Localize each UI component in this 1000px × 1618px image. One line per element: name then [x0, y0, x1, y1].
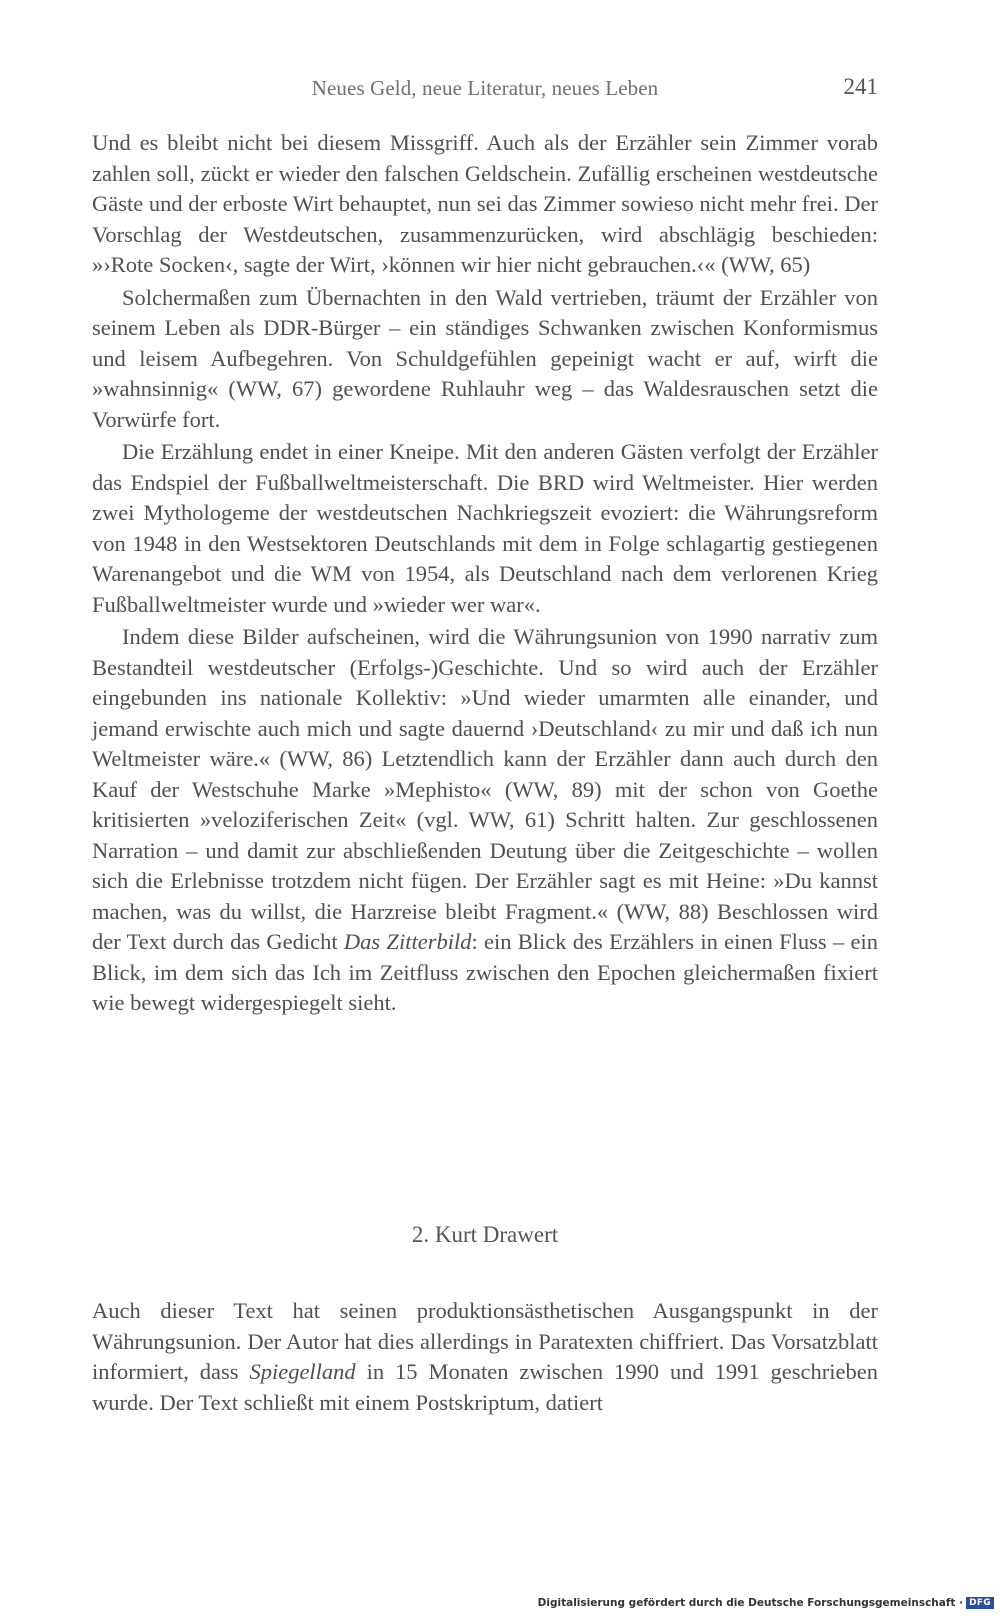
paragraph [92, 1296, 878, 1418]
book-page [92, 0, 878, 1618]
text-run: Und es bleibt nicht bei diesem Missgriff. Auch als der Erzähler sein Zimmer vorab zahlen soll, zückt er wieder den falschen Geldschein. Zufällig erscheinen westdeutsche Gäste und der erboste Wirt behauptet, nun sei das Zimmer sowieso nicht mehr frei. Der Vorschlag der Westdeutschen, zusammenzurücken, wird abschlägig beschieden: »›Rote Socken‹, sagte der Wirt, ›können wir hier nicht gebrauchen.‹« (WW, 65) [92, 130, 878, 277]
body-text [92, 128, 878, 1019]
text-run: Indem diese Bilder aufscheinen, wird die Währungsunion von 1990 narrativ zum Bestandteil westdeutscher (Erfolgs-)Geschichte. Und so wird auch der Erzähler eingebunden ins nationale Kollektiv: »Und wieder umarmten alle einander, und jemand erwischte auch mich und sagte dauernd ›Deutschland‹ zu mir und daß ich nun Weltmeister wäre.« (WW, 86) Letztendlich kann der Erzähler dann auch durch den Kauf der Westschuhe Marke »Mephisto« (WW, 89) mit der schon von Goethe kritisierten »veloziferischen Zeit« (vgl. WW, 61) Schritt halten. Zur geschlossenen Narration – und damit zur abschließenden Deutung über die Zeitgeschichte – wollen sich die Erlebnisse trotzdem nicht fügen. Der Erzähler sagt es mit Heine: »Du kannst machen, was du willst, die Harzreise bleibt Fragment.« (WW, 88) Beschlossen wird der Text durch das Gedicht [92, 624, 878, 954]
text-run: : ein Blick des Erzählers in einen Fluss – ein Blick, im dem sich das Ich im Zeitfluss zwischen den Epochen gleichermaßen fixiert wie bewegt widergespiegelt sieht. [92, 929, 878, 1015]
text-run: Die Erzählung endet in einer Kneipe. Mit den anderen Gästen verfolgt der Erzähler das Endspiel der Fußballweltmeisterschaft. Die BRD wird Weltmeister. Hier werden zwei Mythologeme der westdeutschen Nachkriegszeit evoziert: die Währungsreform von 1948 in den Westsektoren Deutschlands mit dem in Folge schlagartig gestiegenen Warenangebot und die WM von 1954, als Deutschland nach dem verlorenen Krieg Fußballweltmeister wurde und »wieder wer war«. [92, 439, 878, 617]
paragraph [92, 437, 878, 620]
digitization-note: Digitalisierung gefördert durch die Deutsche Forschungsgemeinschaft · [537, 1597, 964, 1609]
digitization-footer [538, 1597, 994, 1609]
section-text [92, 1296, 878, 1418]
section-heading: 2. Kurt Drawert [411, 1222, 559, 1247]
page-number: 241 [843, 74, 878, 99]
text-run: Solchermaßen zum Übernachten in den Wald vertrieben, träumt der Erzähler von seinem Leben als DDR-Bürger – ein ständiges Schwanken zwischen Konformismus und leisem Aufbegehren. Von Schuldgefühlen gepeinigt wacht er auf, wirft die »wahnsinnig« (WW, 67) gewordene Ruhlauhr weg – das Waldesrauschen setzt die Vorwürfe fort. [92, 284, 878, 432]
italic-title: Spiegelland [249, 1359, 356, 1384]
paragraph [92, 622, 878, 1019]
paragraph [92, 128, 878, 281]
text-run: in 15 Monaten zwischen 1990 und 1991 geschrieben wurde. Der Text schließt mit einem Postskriptum, datiert [92, 1359, 878, 1415]
running-head [92, 76, 878, 110]
italic-title: Das Zitterbild [343, 929, 472, 954]
dfg-logo: DFG [966, 1597, 994, 1609]
text-run: Auch dieser Text hat seinen produktionsästhetischen Ausgangspunkt in der Währungsunion. Der Autor hat dies allerdings in Paratexten chiffriert. Das Vorsatzblatt informiert, dass [92, 1298, 878, 1384]
paragraph [92, 283, 878, 436]
running-title: Neues Geld, neue Literatur, neues Leben [311, 76, 659, 100]
